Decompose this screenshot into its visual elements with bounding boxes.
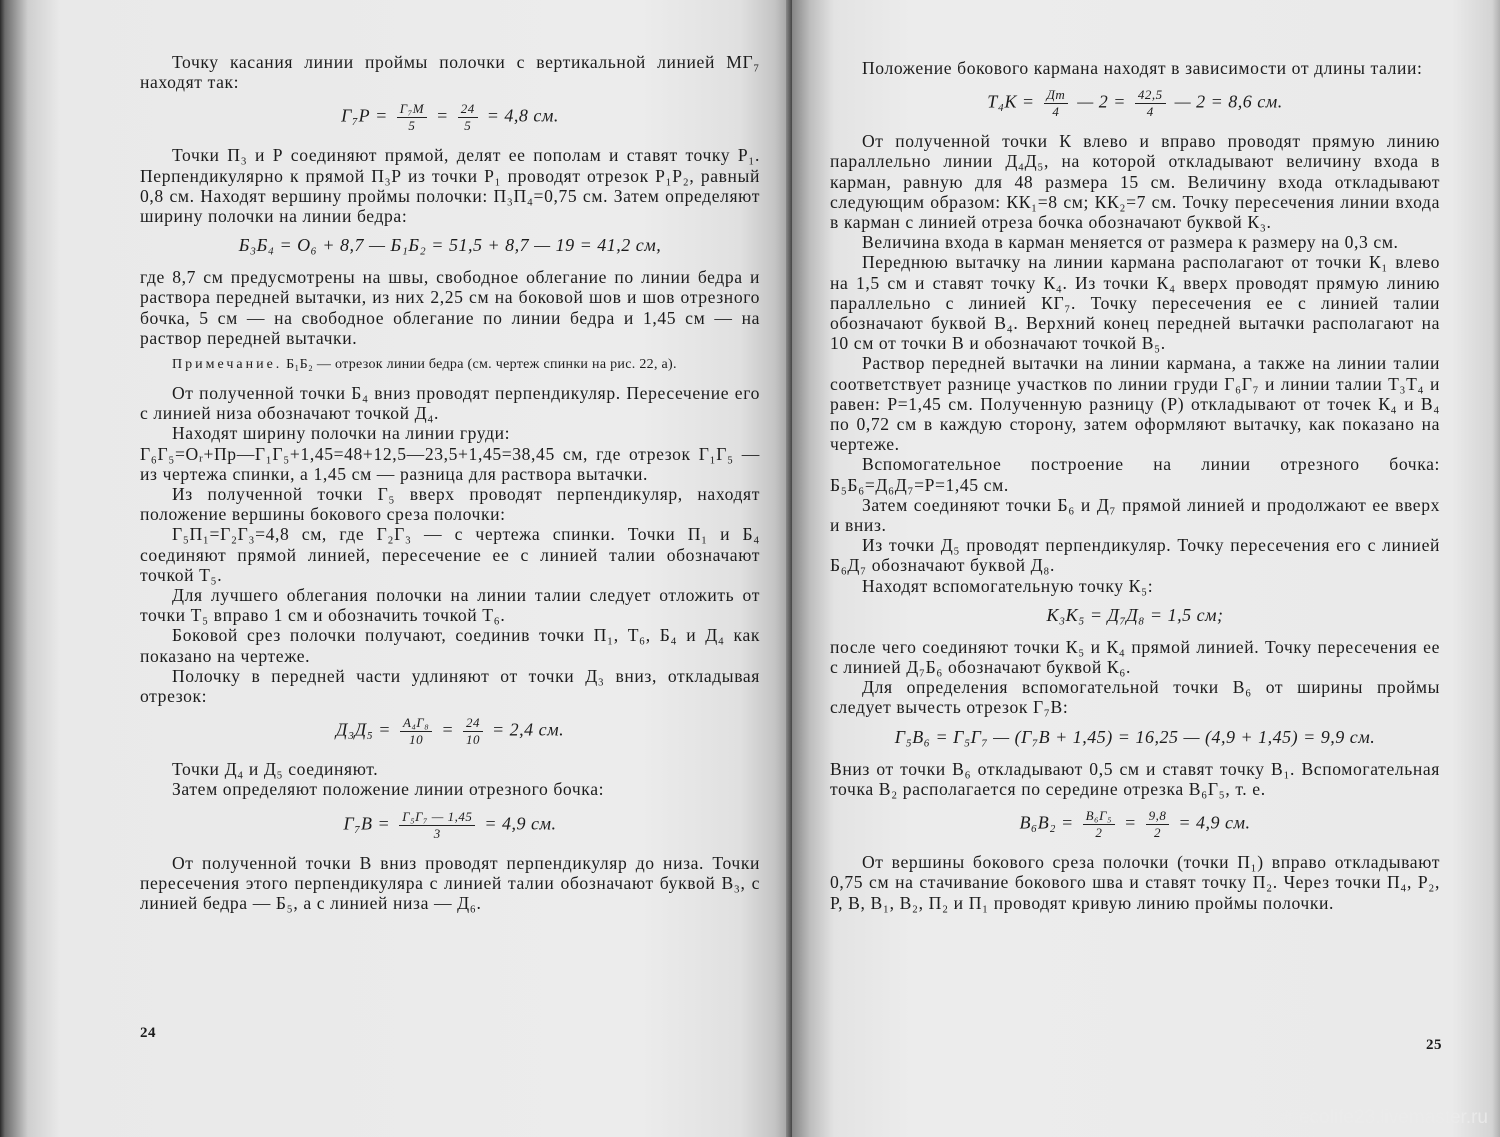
watermark (1279, 1107, 1488, 1129)
note-text: Б₁Б₂ — отрезок линии бедра (см. чертеж спинки на рис. 22, а). (286, 357, 677, 373)
paragraph: Находят ширину полочки на линии груди: (172, 423, 511, 444)
formula-op: = (441, 719, 454, 740)
formula-rhs: = 4,9 см. (484, 813, 557, 834)
paragraph: Боковой срез полочки получают, соединив точки П₁, Т₆, Б₄ и Д₄ как показано на чертеже. (140, 625, 760, 666)
formula (140, 715, 760, 748)
paragraph: Точки Д₄ и Д₅ соединяют. (172, 759, 379, 780)
denominator: 3 (433, 825, 441, 841)
denominator: 10 (409, 732, 424, 748)
paragraph: От полученной точки В вниз проводят перпендикуляр до низа. Точки пересечения этого перпендикуляра с линией талии обозначают буквой В₃, с линией бедра — Б₅, а с линией низа — Д₆. (140, 852, 760, 914)
numerator: Дт (1044, 87, 1069, 104)
fraction (458, 101, 478, 134)
page-number: 24 (140, 1025, 156, 1041)
numerator: 42,5 (1135, 87, 1166, 104)
paragraph: Раствор передней вытачки на линии кармана, а также на линии талии соответствует разнице участков по линии груди Г₆Г₇ и линии талии Т₃Т₄ и равен: Р=1,45 см. Полученную разницу (Р) откладывают от точек К₄ и В₄ по 0,72 см в каждую сторону, затем оформляют вытачку, как показано на чертеже. (830, 353, 1440, 455)
fraction (400, 715, 432, 748)
denominator: 5 (464, 118, 472, 134)
formula-op: = (1124, 812, 1137, 833)
paragraph: От вершины бокового среза полочки (точки П₁) вправо откладывают 0,75 см на стачивание бокового шва и ставят точку П₂. Через точки П₄, Р₂, Р, В, В₁, В₂, П₂ и П₁ проводят кривую линию проймы полочки. (830, 852, 1440, 913)
denominator: 2 (1095, 825, 1103, 841)
formula-rhs: = 4,9 см. (1178, 812, 1251, 833)
note (140, 356, 760, 373)
formula-lhs: Г₇Р = (341, 106, 388, 127)
numerator: Г₇М (397, 101, 427, 118)
paragraph: Затем соединяют точки Б₆ и Д₇ прямой линией и продолжают ее вверх и вниз. (830, 494, 1440, 536)
note-label: Примечание. (172, 357, 283, 373)
denominator: 2 (1154, 825, 1162, 841)
paragraph: Для лучшего облегания полочки на линии талии следует отложить от точки Т₅ вправо 1 см и обозначить точкой Т₆. (140, 585, 760, 626)
denominator: 4 (1052, 104, 1060, 120)
paragraph: Точки П₃ и Р соединяют прямой, делят ее пополам и ставят точку Р₁. Перпендикулярно к прямой П₃Р из точки Р₁ проводят отрезок Р₁Р₂, равный 0,8 см. Находят вершину проймы полочки: П₃П₄=0,75 см. Затем определяют ширину полочки на линии бедра: (140, 145, 760, 227)
paragraph: Полочку в передней части удлиняют от точки Д₃ вниз, откладывая отрезок: (140, 665, 760, 707)
denominator: 4 (1146, 104, 1154, 120)
numerator: 24 (463, 715, 483, 732)
right-page (792, 0, 1500, 1137)
fraction (1135, 87, 1166, 120)
fraction (1146, 808, 1170, 841)
paragraph: Г₆Г₅=Оᵣ+Пр—Г₁Г₅+1,45=48+12,5—23,5+1,45=38,45 см, где отрезок Г₁Г₅ — из чертежа спинки, а 1,45 см — разница для раствора вытачки. (140, 443, 760, 484)
paragraph: Вспомогательное построение на линии отрезного бочка: Б₅Б₆=Д₆Д₇=Р=1,45 см. (830, 454, 1440, 495)
paragraph: Точку касания линии проймы полочки с вертикальной линией МГ₇ находят так: (140, 52, 760, 93)
paragraph: Переднюю вытачку на линии кармана располагают от точки К₁ влево на 1,5 см и ставят точку К₄. Из точки К₄ вверх проводят прямую линию параллельно с линией КГ₇. Точку пересечения ее с линией талии обозначают буквой В₄. Верхний конец передней вытачки располагают на 10 см от точки В и обозначают точкой В₅. (830, 252, 1440, 354)
formula (140, 101, 760, 134)
fraction (463, 715, 483, 748)
numerator: В₆Г₅ (1083, 808, 1115, 825)
formula (140, 809, 760, 842)
paragraph: Г₅П₁=Г₂Г₃=4,8 см, где Г₂Г₃ — с чертежа спинки. Точки П₁ и Б₄ соединяют прямой линией, пересечение ее с линией талии обозначают точкой Т₅. (140, 524, 760, 585)
formula (830, 87, 1440, 120)
fraction (397, 101, 427, 134)
formula-lhs: Г₇В = (343, 813, 391, 834)
formula-lhs: Д₃Д₅ = (335, 719, 391, 740)
numerator: Г₅Г₇ — 1,45 (399, 809, 475, 826)
formula: Б₃Б₄ = О₆ + 8,7 — Б₁Б₂ = 51,5 + 8,7 — 19 = 41,2 см, (238, 235, 662, 256)
fraction (399, 809, 475, 842)
formula-op: = (436, 106, 449, 127)
formula-lhs: В₆В₂ = (1019, 812, 1074, 833)
formula-rhs: = 4,8 см. (486, 106, 559, 127)
formula: К₃К₅ = Д₇Д₈ = 1,5 см; (1046, 604, 1224, 625)
paragraph: Для определения вспомогательной точки В₆ от ширины проймы следует вычесть отрезок Г₇В: (830, 677, 1440, 718)
paragraph: Затем определяют положение линии отрезного бочка: (172, 779, 605, 800)
paragraph: Из полученной точки Г₅ вверх проводят перпендикуляр, находят положение вершины бокового среза полочки: (140, 484, 760, 525)
fraction (1044, 87, 1069, 120)
paragraph: Величина входа в карман меняется от размера к размеру на 0,3 см. (862, 232, 1399, 253)
paragraph: Из точки Д₅ проводят перпендикуляр. Точку пересечения его с линией Б₆Д₇ обозначают буквой Д₈. (830, 535, 1440, 576)
snowflake-icon: ❄ (1278, 1107, 1294, 1127)
numerator: 9,8 (1146, 808, 1170, 825)
paragraph: после чего соединяют точки К₅ и К₄ прямой линией. Точку пересечения ее с линией Д₇Б₆ обозначают буквой К₆. (830, 636, 1440, 678)
formula: Г₅В₆ = Г₅Г₇ — (Г₇В + 1,45) = 16,25 — (4,9 + 1,45) = 9,9 см. (894, 726, 1376, 747)
fraction (1083, 808, 1115, 841)
formula-lhs: Т₄К = (987, 91, 1035, 112)
denominator: 5 (408, 118, 416, 134)
numerator: А₄Г₈ (400, 715, 432, 732)
formula-op: — 2 = (1077, 91, 1126, 112)
paragraph: Вниз от точки В₆ откладывают 0,5 см и ставят точку В₁. Вспомогательная точка В₂ располагается по середине отрезка В₆Г₅, т. е. (830, 758, 1440, 799)
paragraph: От полученной точки Б₄ вниз проводят перпендикуляр. Пересечение его с линией низа обозначают точкой Д₄. (140, 383, 760, 424)
paragraph: Положение бокового кармана находят в зависимости от длины талии: (862, 58, 1423, 78)
watermark-text: ecolife23.livemaster.ru (1298, 1107, 1488, 1128)
paragraph: От полученной точки К влево и вправо проводят прямую линию параллельно линии Д₄Д₅, на которой откладывают величину входа в карман, равную для 48 размера 15 см. Величину входа откладывают следующим образом: КК₁=8 см; КК₂=7 см. Точку пересечения линии входа в карман с линией отреза бочка обозначают буквой К₃. (830, 131, 1440, 233)
formula-rhs: = 2,4 см. (491, 719, 565, 740)
formula (830, 808, 1440, 841)
page-number: 25 (1426, 1037, 1442, 1053)
paragraph: Находят вспомогательную точку К₅: (862, 575, 1154, 596)
denominator: 10 (465, 732, 480, 748)
paragraph: где 8,7 см предусмотрены на швы, свободное облегание по линии бедра и раствора передней вытачки, из них 2,25 см на боковой шов и шов отрезного бочка, 5 см — на свободное облегание по линии бедра и 1,45 см — на раствор передней вытачки. (140, 267, 760, 348)
formula-rhs: — 2 = 8,6 см. (1174, 91, 1283, 112)
numerator: 24 (458, 101, 478, 118)
